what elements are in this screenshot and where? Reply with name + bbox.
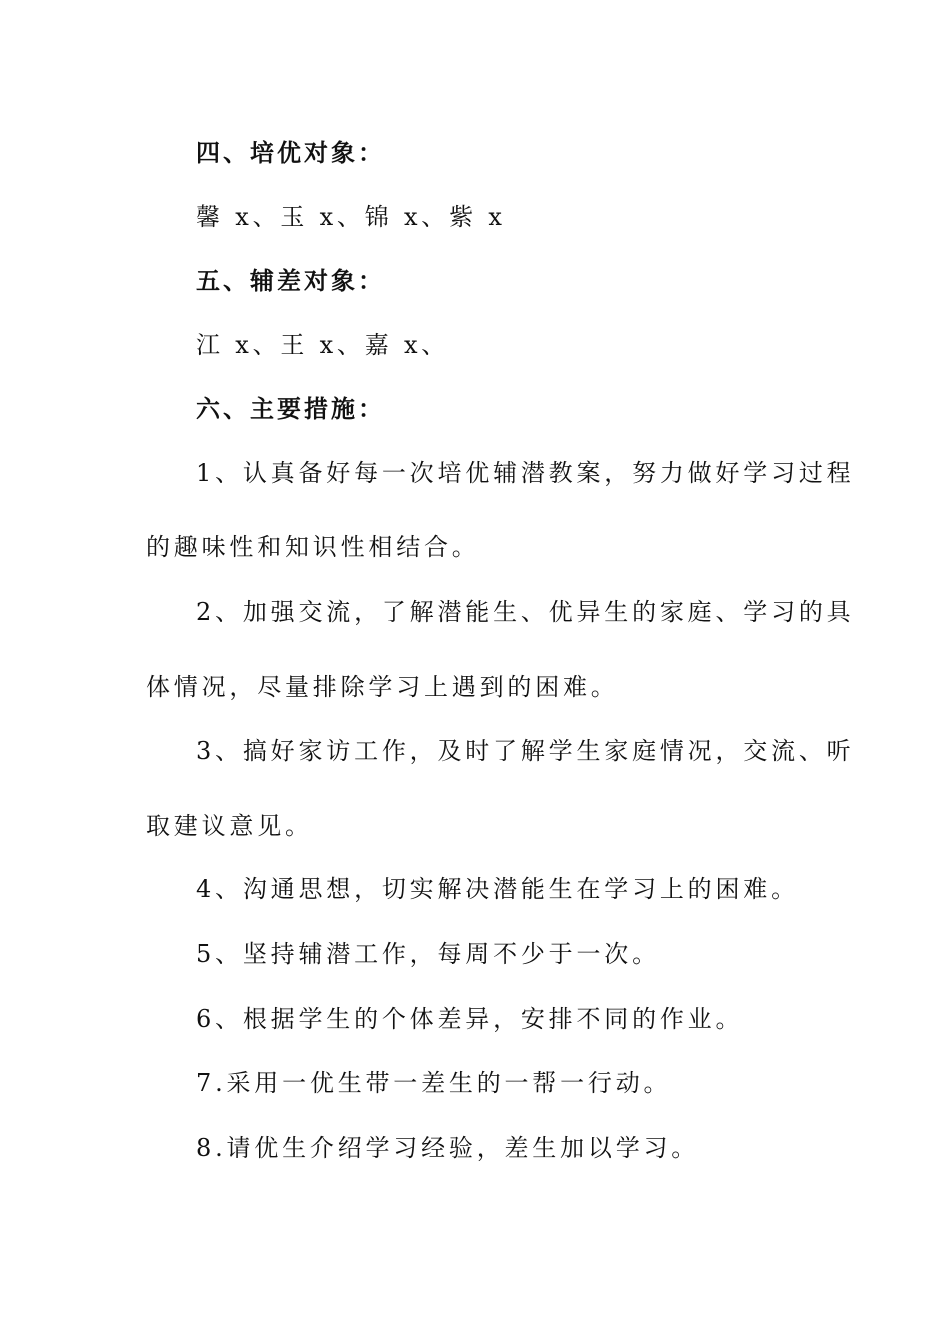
measure-1-line-1: 1、认真备好每一次培优辅潜教案，努力做好学习过程 [196,459,855,487]
measure-2-line-2: 体情况，尽量排除学习上遇到的困难。 [146,673,619,701]
measure-2-line-1: 2、加强交流，了解潜能生、优异生的家庭、学习的具 [196,598,855,626]
top-students-list: 馨 x、玉 x、锦 x、紫 x [196,203,506,231]
section-heading-top-students: 四、培优对象： [196,139,385,167]
section-heading-main-measures: 六、主要措施： [196,395,385,423]
measure-3-line-2: 取建议意见。 [146,812,313,840]
section-heading-remedial-students: 五、辅差对象： [196,267,385,295]
remedial-students-list: 江 x、王 x、嘉 x、 [196,331,450,359]
measure-4: 4、沟通思想，切实解决潜能生在学习上的困难。 [196,875,799,903]
measure-3-line-1: 3、搞好家访工作，及时了解学生家庭情况，交流、听 [196,737,855,765]
measure-5: 5、坚持辅潜工作，每周不少于一次。 [196,940,660,968]
measure-1-line-2: 的趣味性和知识性相结合。 [146,533,480,561]
measure-6: 6、根据学生的个体差异，安排不同的作业。 [196,1005,744,1033]
measure-8: 8.请优生介绍学习经验，差生加以学习。 [196,1134,700,1162]
measure-7: 7.采用一优生带一差生的一帮一行动。 [196,1069,672,1097]
